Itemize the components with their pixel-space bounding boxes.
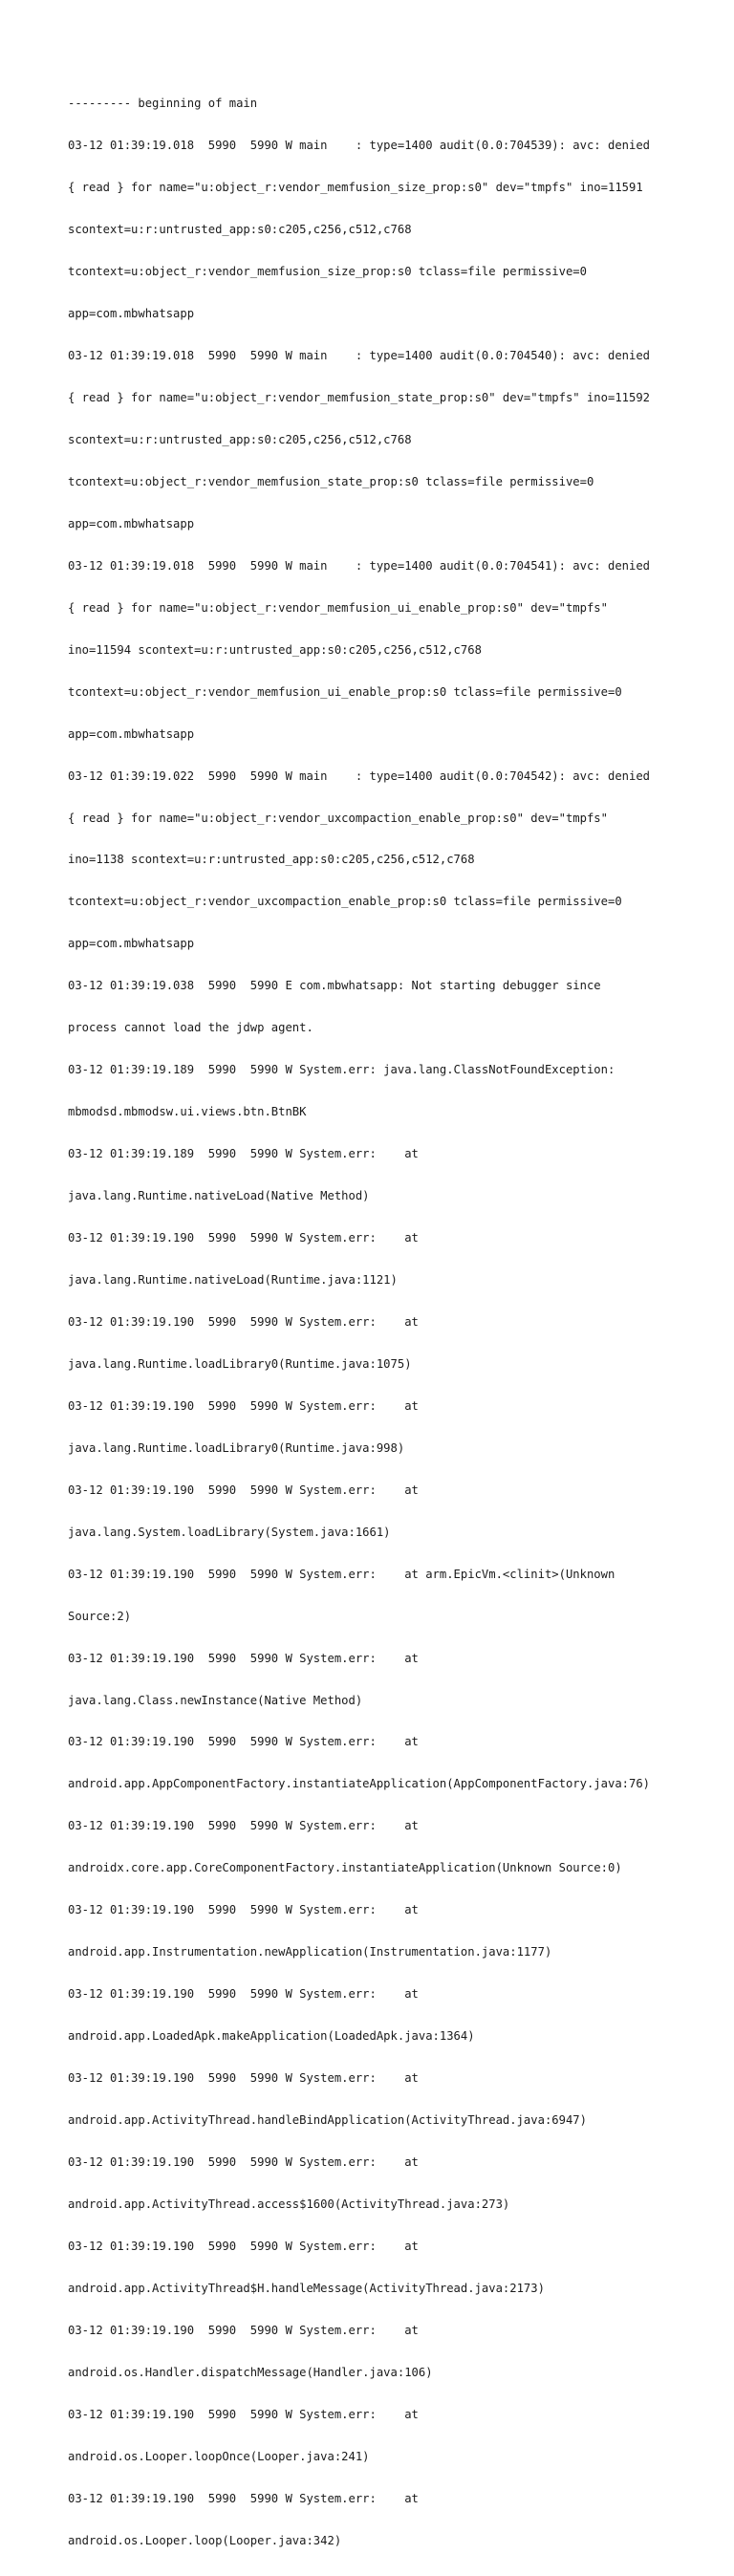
log-line: process cannot load the jdwp agent.	[68, 1021, 313, 1035]
log-line: 03-12 01:39:19.190 5990 5990 W System.err: at	[68, 2155, 419, 2170]
log-line: 03-12 01:39:19.190 5990 5990 W System.err: at	[68, 1819, 419, 1833]
log-line: 03-12 01:39:19.190 5990 5990 W System.err: at	[68, 1398, 419, 1413]
log-line: android.app.LoadedApk.makeApplication(LoadedApk.java:1364)	[68, 2029, 475, 2044]
log-line: tcontext=u:object_r:vendor_memfusion_state_prop:s0 tclass=file permissive=0	[68, 474, 594, 488]
log-line: 03-12 01:39:19.190 5990 5990 W System.err: at	[68, 1903, 419, 1917]
log-line: app=com.mbwhatsapp	[68, 307, 195, 321]
log-line: 03-12 01:39:19.190 5990 5990 W System.err: at	[68, 2407, 419, 2421]
log-line: 03-12 01:39:19.190 5990 5990 W System.err: at	[68, 1483, 419, 1497]
log-line: android.app.Instrumentation.newApplication(Instrumentation.java:1177)	[68, 1945, 552, 1959]
log-line: 03-12 01:39:19.190 5990 5990 W System.err: at	[68, 1987, 419, 2002]
log-line: 03-12 01:39:19.018 5990 5990 W main : type=1400 audit(0.0:704539): avc: denied	[68, 139, 651, 153]
log-line: ino=11594 scontext=u:r:untrusted_app:s0:c205,c256,c512,c768	[68, 642, 482, 657]
log-line: mbmodsd.mbmodsw.ui.views.btn.BtnBK	[68, 1105, 307, 1119]
log-line: 03-12 01:39:19.018 5990 5990 W main : type=1400 audit(0.0:704540): avc: denied	[68, 349, 651, 363]
log-line: --------- beginning of main	[68, 97, 258, 111]
log-line: android.app.ActivityThread$H.handleMessage(ActivityThread.java:2173)	[68, 2281, 545, 2295]
log-line: 03-12 01:39:19.190 5990 5990 W System.err: at	[68, 1231, 419, 1245]
log-line: android.app.AppComponentFactory.instantiateApplication(AppComponentFactory.java:76)	[68, 1777, 651, 1791]
log-line: android.os.Looper.loopOnce(Looper.java:241)	[68, 2449, 370, 2463]
log-line: android.os.Handler.dispatchMessage(Handler.java:106)	[68, 2365, 433, 2379]
log-line: ino=1138 scontext=u:r:untrusted_app:s0:c205,c256,c512,c768	[68, 853, 475, 867]
log-line: 03-12 01:39:19.189 5990 5990 W System.err: at	[68, 1147, 419, 1161]
log-line: 03-12 01:39:19.038 5990 5990 E com.mbwhatsapp: Not starting debugger since	[68, 979, 601, 993]
log-line: 03-12 01:39:19.190 5990 5990 W System.err: at	[68, 2323, 419, 2337]
log-line: android.os.Looper.loop(Looper.java:342)	[68, 2533, 342, 2547]
log-line: app=com.mbwhatsapp	[68, 726, 195, 741]
log-line: tcontext=u:object_r:vendor_memfusion_size_prop:s0 tclass=file permissive=0	[68, 265, 587, 279]
log-line: app=com.mbwhatsapp	[68, 937, 195, 951]
log-line: java.lang.Runtime.nativeLoad(Native Method)	[68, 1189, 370, 1203]
log-line: java.lang.Class.newInstance(Native Method)	[68, 1693, 363, 1707]
log-line: java.lang.Runtime.nativeLoad(Runtime.java:1121)	[68, 1273, 398, 1287]
log-line: android.app.ActivityThread.access$1600(ActivityThread.java:273)	[68, 2197, 510, 2211]
log-line: { read } for name="u:object_r:vendor_memfusion_ui_enable_prop:s0" dev="tmpfs"	[68, 600, 608, 615]
log-line: 03-12 01:39:19.190 5990 5990 W System.err: at	[68, 1735, 419, 1749]
log-line: android.app.ActivityThread.handleBindApplication(ActivityThread.java:6947)	[68, 2113, 587, 2128]
log-line: androidx.core.app.CoreComponentFactory.instantiateApplication(Unknown Source:0)	[68, 1861, 622, 1875]
log-line: { read } for name="u:object_r:vendor_uxcompaction_enable_prop:s0" dev="tmpfs"	[68, 811, 608, 825]
log-line: java.lang.System.loadLibrary(System.java:1661)	[68, 1525, 391, 1539]
log-line: 03-12 01:39:19.018 5990 5990 W main : type=1400 audit(0.0:704541): avc: denied	[68, 558, 651, 573]
log-line: 03-12 01:39:19.190 5990 5990 W System.err: at	[68, 2239, 419, 2253]
log-line: app=com.mbwhatsapp	[68, 516, 195, 530]
log-line: tcontext=u:object_r:vendor_uxcompaction_enable_prop:s0 tclass=file permissive=0	[68, 895, 622, 909]
log-line: 03-12 01:39:19.190 5990 5990 W System.err: at arm.EpicVm.<clinit>(Unknown	[68, 1567, 615, 1581]
log-line: tcontext=u:object_r:vendor_memfusion_ui_enable_prop:s0 tclass=file permissive=0	[68, 684, 622, 699]
log-line: { read } for name="u:object_r:vendor_memfusion_state_prop:s0" dev="tmpfs" ino=11592	[68, 390, 651, 404]
log-line: 03-12 01:39:19.189 5990 5990 W System.err: java.lang.ClassNotFoundException:	[68, 1063, 615, 1077]
log-line: 03-12 01:39:19.190 5990 5990 W System.err: at	[68, 1651, 419, 1665]
log-line: 03-12 01:39:19.022 5990 5990 W main : type=1400 audit(0.0:704542): avc: denied	[68, 768, 651, 783]
log-line: 03-12 01:39:19.190 5990 5990 W System.err: at	[68, 2071, 419, 2086]
log-line: 03-12 01:39:19.190 5990 5990 W System.err: at	[68, 2491, 419, 2505]
log-line: Source:2)	[68, 1609, 132, 1623]
log-line: scontext=u:r:untrusted_app:s0:c205,c256,c512,c768	[68, 223, 412, 237]
log-line: 03-12 01:39:19.190 5990 5990 W System.err: at	[68, 1314, 419, 1329]
log-line: { read } for name="u:object_r:vendor_memfusion_size_prop:s0" dev="tmpfs" ino=11591	[68, 181, 643, 195]
log-line: java.lang.Runtime.loadLibrary0(Runtime.java:998)	[68, 1440, 405, 1455]
log-text-body	[68, 69, 680, 2576]
log-line: java.lang.Runtime.loadLibrary0(Runtime.java:1075)	[68, 1356, 412, 1371]
log-line: scontext=u:r:untrusted_app:s0:c205,c256,c512,c768	[68, 432, 412, 446]
